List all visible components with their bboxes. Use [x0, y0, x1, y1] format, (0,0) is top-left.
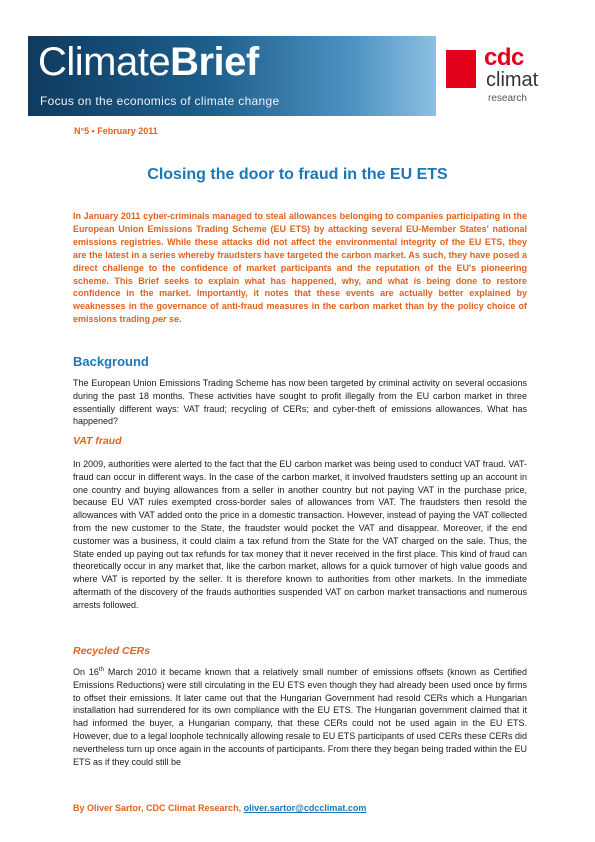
subsection-heading-vat: VAT fraud: [73, 435, 122, 447]
logo-climat-text: climat: [486, 69, 539, 91]
abstract-italic: per se: [152, 314, 180, 325]
abstract-period: .: [179, 314, 182, 325]
footer-email-link[interactable]: oliver.sartor@cdcclimat.com: [243, 803, 367, 813]
logo-red-square: [446, 50, 476, 88]
vat-paragraph: In 2009, authorities were alerted to the fact that the EU carbon market was being used to conduct VAT fraud. VAT-fraud can occur in different ways. In the case of the carbon market, it involved fraudsters setting up an account in one country and buying allowances from a seller in another country but not paying VAT in the purchase price, because EU VAT rules exempted cross-border sales of allowances from VAT. The fraudsters then resold the allowances with VAT added onto the price in a domestic transaction. However, instead of paying the VAT collected from the new customer to the State, the fraudster would pocket the VAT and disappear. Moreover, if the end customer was a business, it could claim a tax refund from the State for the VAT charged on the sale. Thus, the State ended up paying out tax refunds for tax money that it never received in the first place. This kind of fraud can theoretically occur in any market that, like the carbon market, allows for a quick turnover of high value goods and where VAT is reported by the seller. It is therefore known to authorities from other markets. In the immediate aftermath of the discovery of the frauds authorities suspended VAT on carbon market transactions and numerous arrests followed.: [73, 459, 527, 610]
brand-title: [38, 42, 259, 82]
logo-research-text: research: [488, 93, 527, 104]
footer-author: By Oliver Sartor, CDC Climat Research,: [73, 803, 244, 813]
recycled-paragraph: [73, 666, 527, 768]
page-title: Closing the door to fraud in the EU ETS: [147, 166, 448, 183]
recycled-text-start: On 16: [73, 667, 99, 677]
section-heading-background: Background: [73, 354, 149, 369]
brand-tagline: Focus on the economics of climate change: [40, 94, 280, 108]
brand-title-light: Climate: [38, 40, 171, 84]
issue-number: N°5 • February 2011: [74, 126, 158, 136]
brand-title-bold: Brief: [170, 40, 259, 84]
subsection-heading-recycled: Recycled CERs: [73, 645, 151, 657]
logo-cdc-text: cdc: [484, 44, 524, 71]
background-paragraph: The European Union Emissions Trading Scheme has now been targeted by criminal activity on several occasions during the past 18 months. These activities have sought to profit illegally from the EU carbon market in three essentially different ways: VAT fraud; recycling of CERs; and cyber-theft of emissions allowances. What has happened?: [73, 378, 527, 427]
header-banner: [28, 36, 436, 116]
footer-byline: [73, 803, 366, 813]
recycled-superscript: th: [98, 667, 104, 673]
recycled-text-rest: March 2010 it became known that a relatively small number of emissions offsets (known as Certified Emissions Reductions) were still circulating in the EU ETS even though they had already been used once by firms to offset their emissions. It later came out that the Hungarian Government had resold CERs which a Hungarian installation had surrendered for its own compliance with the EU ETS. The Hungarian government claimed that it had informed the buyer, a Hungarian company, that these CERs could not be used again in the EU ETS. However, due to a legal loophole technically allowing resale to EU ETS participants of used CERs these CERs did nevertheless turn up once again in the accounts of participants. From there they began being traded within the EU ETS as if they could still be: [73, 667, 527, 767]
cdc-climat-logo: [446, 46, 556, 116]
abstract: [73, 210, 527, 326]
abstract-text: In January 2011 cyber-criminals managed to steal allowances belonging to companies participating in the European Union Emissions Trading Scheme (EU ETS) by attacking several EU-Member States' national emissions registries. While these attacks did not affect the environmental integrity of the EU ETS, they are the latest in a series whereby fraudsters have targeted the carbon market. As such, they have posed a direct challenge to the confidence of market participants and the reputation of the EU's pioneering scheme. This Brief seeks to explain what has happened, why, and what is being done to restore confidence in the market. Importantly, it notes that these events are actually better explained by weaknesses in the governance of anti-fraud measures in the carbon market than by the policy choice of emissions trading: [73, 211, 527, 325]
